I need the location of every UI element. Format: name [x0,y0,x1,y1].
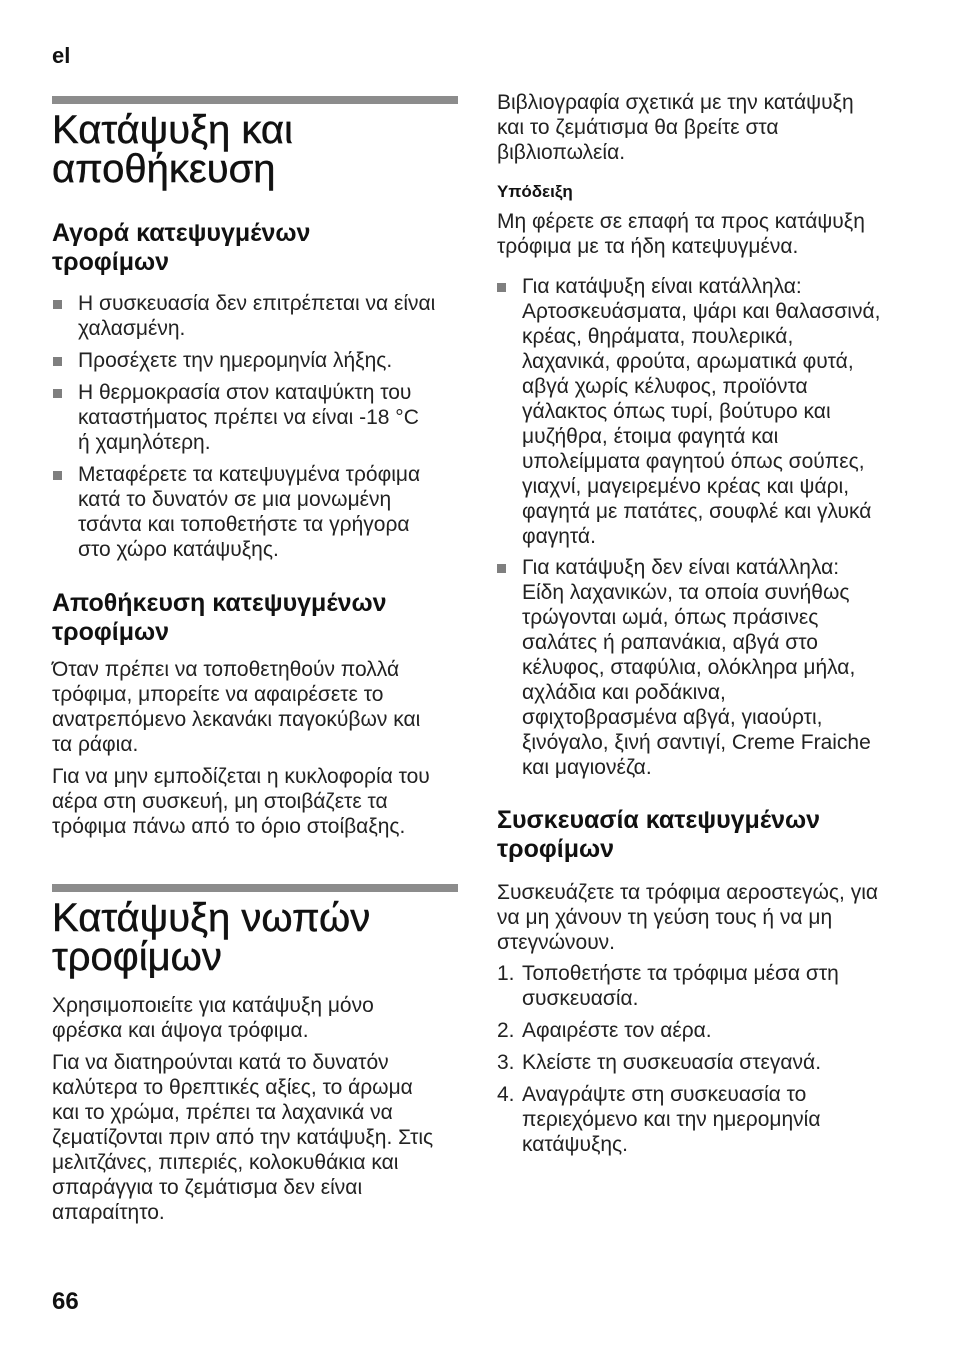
paragraph-line: βιβλιοπωλεία. [497,141,626,164]
heading-line: τροφίμων [52,248,170,276]
paragraph-line: να μη χάνουν τη γεύση τους ή να μη [497,906,833,929]
bullet-text-line: κρέας, θηράματα, πουλερικά, [522,325,794,348]
language-code: el [52,43,71,68]
section-divider [52,884,458,892]
paragraph-line: Όταν πρέπει να τοποθετηθούν πολλά [52,658,400,681]
bullet-text-line: σφιχτοβρασμένα αβγά, γιαούρτι, [522,706,823,729]
bullet-text-line: υπολείμματα φαγητού όπως σούπες, [522,450,865,473]
bullet-text-line: ξινόγαλο, ξινή σαντιγί, Creme Fraiche [522,731,871,754]
bullet-text-line: μυζήθρα, έτοιμα φαγητά και [522,425,779,448]
step-text-line: συσκευασία. [522,987,639,1010]
step-number: 4. [497,1083,515,1106]
paragraph-line: ανατρεπόμενο λεκανάκι παγοκύβων και [52,708,421,731]
bullet-text-line: Προσέχετε την ημερομηνία λήξης. [78,349,393,372]
paragraph [52,657,420,757]
bullet-text-line: αχλάδια και ροδάκινα, [522,681,726,704]
bullet-square-icon [497,283,506,292]
step-number: 3. [497,1051,515,1074]
step-text-line: κατάψυξης. [522,1133,629,1156]
bullet-text-line: τρώγονται ωμά, όπως πράσινες [522,606,819,629]
bullet-text-line: φαγητά. [522,525,596,548]
subheading-packaging-frozen-food [497,806,820,864]
bullet-text [78,462,420,562]
section-title-freezing-and-storage [52,108,293,191]
bullet-item-not-suitable [522,555,871,780]
note-line: Μη φέρετε σε επαφή τα προς κατάψυξη [497,210,865,233]
paragraph-line: Βιβλιογραφία σχετικά με την κατάψυξη [497,91,854,114]
bullet-square-icon [497,564,506,573]
bullet-text [78,348,392,373]
heading-line: Αποθήκευση κατεψυγμένων [52,589,387,617]
step-text-line: Κλείστε τη συσκευασία στεγανά. [522,1051,822,1074]
paragraph-line: τρόφιμα, μπορείτε να αφαιρέσετε το [52,683,384,706]
heading-line: τροφίμων [52,618,170,646]
subheading-buying-frozen-food [52,219,310,277]
paragraph-line: Χρησιμοποιείτε για κατάψυξη μόνο [52,994,374,1017]
section-divider [52,96,458,104]
bullet-text-line: ή χαμηλότερη. [78,431,211,454]
bullet-text-line: Είδη λαχανικών, τα οποία συνήθως [522,581,850,604]
paragraph-line: αέρα στη συσκευή, μη στοιβάζετε τα [52,790,388,813]
paragraph-line: τα ράφια. [52,733,139,756]
note-label: Υπόδειξη [497,182,573,201]
literature-paragraph [497,90,854,165]
bullet-square-icon [53,357,62,366]
bullet-text-line: φαγητά με πατάτες, σουφλέ και γλυκά [522,500,872,523]
title-line: Κατάψυξη και [52,108,293,152]
bullet-text [522,555,871,780]
bullet-text-line: κατά το δυνατόν σε μια μονωμένη [78,488,392,511]
packaging-intro [497,880,878,955]
bullet-text-line: σαλάτες ή ραπανάκια, αβγά στο [522,631,818,654]
bullet-text [522,274,880,549]
heading-line: τροφίμων [497,835,615,863]
step-number: 2. [497,1019,515,1042]
step-item [497,1050,822,1075]
step-item [497,1018,712,1043]
bullet-text-line: καταστήματος πρέπει να είναι -18 °C [78,406,419,429]
step-text [522,1018,712,1043]
bullet-text [78,380,419,455]
paragraph-line: ζεματίζονται πριν από την κατάψυξη. Στις [52,1126,434,1149]
paragraph-line: μελιτζάνες, πιπεριές, κολοκυθάκια και [52,1151,399,1174]
paragraph-line: τρόφιμα πάνω από το όριο στοίβαξης. [52,815,406,838]
title-line: Κατάψυξη νωπών [52,896,371,940]
bullet-item-suitable [522,274,880,549]
paragraph-line: καλύτερα το θρεπτικές αξίες, το άρωμα [52,1076,413,1099]
note-line: τρόφιμα με τα ήδη κατεψυγμένα. [497,235,799,258]
paragraph-line: στεγνώνουν. [497,931,616,954]
bullet-item [78,291,435,341]
heading-line: Συσκευασία κατεψυγμένων [497,806,821,834]
bullet-text-line: Μεταφέρετε τα κατεψυγμένα τρόφιμα [78,463,421,486]
section-title-freezing-fresh-food [52,896,371,979]
bullet-text-line: γιαχνί, μαγειρεμένο κρέας και ψάρι, [522,475,850,498]
title-line: τροφίμων [52,935,222,979]
step-text [522,1082,820,1157]
paragraph-line: και το ζεμάτισμα θα βρείτε στα [497,116,779,139]
bullet-text-line: χαλασμένη. [78,317,186,340]
bullet-text-line: Αρτοσκευάσματα, ψάρι και θαλασσινά, [522,300,881,323]
step-item [497,1082,821,1157]
bullet-text-line: Η θερμοκρασία στον καταψύκτη του [78,381,412,404]
bullet-square-icon [53,471,62,480]
step-text-line: Τοποθετήστε τα τρόφιμα μέσα στη [522,962,839,985]
bullet-text-line: κέλυφος, σταφύλια, ολόκληρα μήλα, [522,656,856,679]
bullet-square-icon [53,389,62,398]
paragraph-line: και το χρώμα, πρέπει τα λαχανικά να [52,1101,393,1124]
title-line: αποθήκευση [52,147,276,191]
bullet-text-line: Η συσκευασία δεν επιτρέπεται να είναι [78,292,436,315]
bullet-text-line: γάλακτος όπως τυρί, βούτυρο και [522,400,831,423]
bullet-item [78,462,420,562]
bullet-text-line: στο χώρο κατάψυξης. [78,538,279,561]
bullet-text-line: λαχανικά, φρούτα, αρωματικά φυτά, [522,350,854,373]
step-text-line: Αναγράψτε στη συσκευασία το [522,1083,807,1106]
step-number: 1. [497,962,515,985]
bullet-text-line: αβγά χωρίς κέλυφος, προϊόντα [522,375,808,398]
bullet-text-line: και μαγιονέζα. [522,756,652,779]
step-text [522,961,839,1011]
paragraph-line: σπαράγγια το ζεμάτισμα δεν είναι [52,1176,363,1199]
subheading-storing-frozen-food [52,589,387,647]
page-number: 66 [52,1288,79,1315]
step-text-line: περιεχόμενο και την ημερομηνία [522,1108,821,1131]
step-text [522,1050,821,1075]
bullet-item [78,348,392,373]
paragraph [52,993,374,1043]
paragraph-line: Για να διατηρούνται κατά το δυνατόν [52,1051,389,1074]
bullet-item [78,380,419,455]
note-text [497,209,865,259]
step-item [497,961,839,1011]
step-text-line: Αφαιρέστε τον αέρα. [522,1019,712,1042]
paragraph-line: Για να μην εμποδίζεται η κυκλοφορία του [52,765,430,788]
heading-line: Αγορά κατεψυγμένων [52,219,311,247]
paragraph-line: απαραίτητο. [52,1201,165,1224]
paragraph-line: Συσκευάζετε τα τρόφιμα αεροστεγώς, για [497,881,879,904]
bullet-text [78,291,435,341]
paragraph [52,764,430,839]
bullet-square-icon [53,300,62,309]
bullet-text-line: Για κατάψυξη είναι κατάλληλα: [522,275,802,298]
paragraph [52,1050,433,1225]
paragraph-line: φρέσκα και άψογα τρόφιμα. [52,1019,309,1042]
bullet-text-line: τσάντα και τοποθετήστε τα γρήγορα [78,513,410,536]
bullet-text-line: Για κατάψυξη δεν είναι κατάλληλα: [522,556,840,579]
